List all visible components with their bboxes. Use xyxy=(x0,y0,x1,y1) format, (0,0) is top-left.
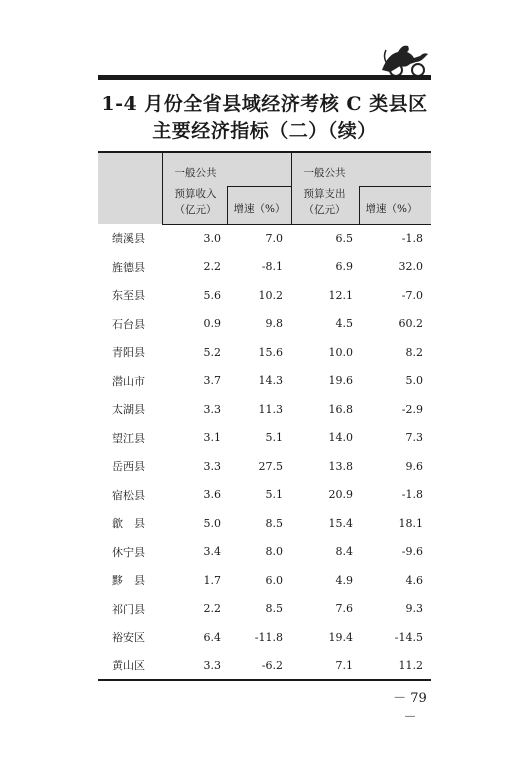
revenue-growth-cell: 27.5 xyxy=(258,459,283,473)
county-name-cell: 东至县 xyxy=(112,289,145,303)
revenue-group-label: 一般公共 xyxy=(174,167,217,179)
county-name-cell: 休宁县 xyxy=(112,545,145,559)
table-row xyxy=(98,424,431,453)
table-row xyxy=(98,338,431,367)
table-row xyxy=(98,452,431,481)
county-name-cell: 岳西县 xyxy=(112,460,145,474)
county-name-cell: 望江县 xyxy=(112,431,145,445)
revenue-cell: 5.0 xyxy=(203,516,221,530)
table-row xyxy=(98,395,431,424)
county-name-cell: 石台县 xyxy=(112,317,145,331)
revenue-unit-label: （亿元） xyxy=(174,204,217,216)
expenditure-cell: 19.4 xyxy=(328,630,353,644)
revenue-cell: 6.4 xyxy=(203,630,221,644)
county-name-cell: 黄山区 xyxy=(112,659,145,673)
revenue-growth-cell: 8.0 xyxy=(265,545,283,559)
county-name-cell: 绩溪县 xyxy=(112,232,145,246)
table-row xyxy=(98,595,431,624)
county-name-cell: 旌德县 xyxy=(112,260,145,274)
expenditure-growth-cell: 9.3 xyxy=(405,602,423,616)
revenue-cell: 3.6 xyxy=(203,488,221,502)
revenue-growth-header: 增速（%） xyxy=(227,186,291,224)
revenue-cell: 3.0 xyxy=(203,232,221,245)
page-title: 1-4 月份全省县域经济考核 C 类县区 xyxy=(101,93,428,115)
revenue-cell: 5.6 xyxy=(203,288,221,302)
expenditure-growth-cell: 18.1 xyxy=(398,516,423,530)
expenditure-unit-label: （亿元） xyxy=(303,204,346,216)
revenue-growth-cell: 7.0 xyxy=(265,232,283,245)
expenditure-growth-cell: 32.0 xyxy=(398,260,423,274)
county-header-cell xyxy=(98,152,162,224)
table-row xyxy=(98,224,431,253)
revenue-growth-cell: 10.2 xyxy=(258,288,283,302)
revenue-cell: 3.3 xyxy=(203,402,221,416)
economic-indicators-table xyxy=(98,151,431,681)
expenditure-cell: 10.0 xyxy=(328,345,353,359)
revenue-cell: 0.9 xyxy=(203,317,221,331)
county-name-cell: 青阳县 xyxy=(112,346,145,360)
expenditure-growth-cell: -1.8 xyxy=(401,488,423,502)
revenue-cell: 3.3 xyxy=(203,658,221,672)
table-row xyxy=(98,367,431,396)
revenue-growth-cell: 8.5 xyxy=(265,602,283,616)
revenue-growth-cell: 8.5 xyxy=(265,516,283,530)
revenue-growth-cell: 6.0 xyxy=(265,573,283,587)
revenue-growth-cell: 5.1 xyxy=(265,431,283,445)
revenue-cell: 3.7 xyxy=(203,374,221,388)
revenue-growth-cell: -8.1 xyxy=(261,260,283,274)
expenditure-growth-cell: -1.8 xyxy=(401,232,423,245)
expenditure-growth-cell: -7.0 xyxy=(401,288,423,302)
expenditure-cell: 7.6 xyxy=(335,602,353,616)
expenditure-cell: 20.9 xyxy=(328,488,353,502)
table-row xyxy=(98,253,431,282)
expenditure-amount-label: 预算支出 xyxy=(303,188,346,200)
revenue-amount-label: 预算收入 xyxy=(174,188,217,200)
horse-chariot-logo-icon xyxy=(380,40,430,78)
expenditure-growth-cell: 9.6 xyxy=(405,459,423,473)
revenue-cell: 3.1 xyxy=(203,431,221,445)
county-name-cell: 祁门县 xyxy=(112,602,145,616)
table-row xyxy=(98,538,431,567)
expenditure-amount-header xyxy=(291,186,359,224)
expenditure-growth-cell: 60.2 xyxy=(398,317,423,331)
expenditure-cell: 6.5 xyxy=(335,232,353,245)
expenditure-group-header xyxy=(291,152,431,186)
expenditure-growth-cell: -2.9 xyxy=(401,402,423,416)
expenditure-growth-cell: 4.6 xyxy=(405,573,423,587)
revenue-growth-cell: 5.1 xyxy=(265,488,283,502)
revenue-amount-header xyxy=(162,186,227,224)
expenditure-growth-cell: 8.2 xyxy=(405,345,423,359)
revenue-cell: 5.2 xyxy=(203,345,221,359)
expenditure-growth-cell: 11.2 xyxy=(398,658,423,672)
revenue-cell: 3.4 xyxy=(203,545,221,559)
revenue-growth-cell: 15.6 xyxy=(258,345,283,359)
expenditure-cell: 7.1 xyxy=(335,658,353,672)
page-number: － 79 － xyxy=(393,691,427,725)
expenditure-cell: 13.8 xyxy=(328,459,353,473)
header-row-group xyxy=(98,152,431,186)
expenditure-cell: 12.1 xyxy=(328,288,353,302)
table-row xyxy=(98,281,431,310)
table-row xyxy=(98,652,431,681)
county-name-cell: 裕安区 xyxy=(112,631,145,645)
county-name-cell: 太湖县 xyxy=(112,403,145,417)
county-name-cell: 黟 县 xyxy=(112,574,145,588)
revenue-growth-cell: -11.8 xyxy=(254,630,283,644)
expenditure-cell: 4.9 xyxy=(335,573,353,587)
table-row xyxy=(98,623,431,652)
revenue-group-header xyxy=(162,152,291,186)
county-name-cell: 宿松县 xyxy=(112,488,145,502)
expenditure-cell: 14.0 xyxy=(328,431,353,445)
table-row xyxy=(98,509,431,538)
expenditure-cell: 16.8 xyxy=(328,402,353,416)
expenditure-growth-cell: 7.3 xyxy=(405,431,423,445)
expenditure-growth-header: 增速（%） xyxy=(359,186,431,224)
county-name-cell: 歙 县 xyxy=(112,517,145,531)
revenue-growth-cell: 14.3 xyxy=(258,374,283,388)
expenditure-growth-cell: 5.0 xyxy=(405,374,423,388)
table-row xyxy=(98,566,431,595)
expenditure-cell: 6.9 xyxy=(335,260,353,274)
revenue-cell: 2.2 xyxy=(203,260,221,274)
expenditure-growth-cell: -14.5 xyxy=(394,630,423,644)
expenditure-cell: 4.5 xyxy=(335,317,353,331)
revenue-cell: 1.7 xyxy=(203,573,221,587)
county-name-cell: 潜山市 xyxy=(112,374,145,388)
table-row xyxy=(98,310,431,339)
expenditure-growth-cell: -9.6 xyxy=(401,545,423,559)
revenue-growth-cell: 9.8 xyxy=(265,317,283,331)
revenue-cell: 2.2 xyxy=(203,602,221,616)
expenditure-cell: 19.6 xyxy=(328,374,353,388)
revenue-growth-cell: -6.2 xyxy=(261,658,283,672)
expenditure-cell: 8.4 xyxy=(335,545,353,559)
revenue-cell: 3.3 xyxy=(203,459,221,473)
expenditure-group-label: 一般公共 xyxy=(303,167,346,179)
table-row xyxy=(98,481,431,510)
top-rule xyxy=(98,75,431,80)
revenue-growth-cell: 11.3 xyxy=(258,402,283,416)
page-subtitle: 主要经济指标（二）（续） xyxy=(152,120,377,142)
expenditure-cell: 15.4 xyxy=(328,516,353,530)
